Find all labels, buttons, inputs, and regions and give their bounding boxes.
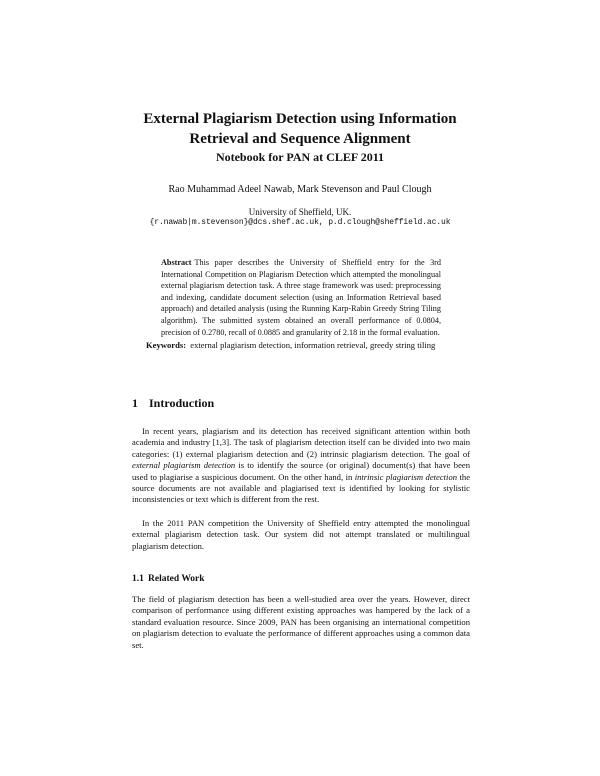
abstract-text: This paper describes the University of Sheffield entry for the 3rd International Competition on Plagiarism Detection which attempted the monolingual external plagiarism detection task. A three stage framework was used: preprocessing and indexing, candidate document selection (using an Information Retrieval based approach) and detailed analysis (using the Running Karp-Rabin Greedy String Tiling algorithm). The submitted system obtained an overall performance of 0.0804, precision of 0.2780, recall of 0.0885 and granularity of 2.18 in the formal evaluation. xyxy=(161,258,441,337)
abstract-label: Abstract xyxy=(161,258,192,267)
author-emails: {r.nawab|m.stevenson}@dcs.shef.ac.uk, p.d.clough@sheffield.ac.uk xyxy=(149,218,451,227)
intro-p1-text-b: is to identify the source (or original) document(s) that have been used to plagiarise a suspicious document. On the other hand, in xyxy=(132,460,470,482)
paper-title-line-1: External Plagiarism Detection using Information xyxy=(143,111,457,127)
intro-p1-text-a: In recent years, plagiarism and its detection has received significant attention within both academia and industry [1,3]. The task of plagiarism detection itself can be divided into two main categories: (1) external plagiarism detection and (2) intrinsic plagiarism detection. The goal of xyxy=(132,426,470,459)
keywords xyxy=(146,340,476,351)
subsection-title: Related Work xyxy=(148,574,205,584)
abstract xyxy=(161,257,441,338)
paper-authors: Rao Muhammad Adeel Nawab, Mark Stevenson and Paul Clough xyxy=(168,184,432,195)
intro-p1-emphasis-external: external plagiarism detection xyxy=(132,460,236,471)
related-work-paragraph: The field of plagiarism detection has been a well-studied area over the years. However, direct comparison of performance using different existing approaches was hampered by the lack of a standard evaluation resource. Since 2009, PAN has been organising an international competition on plagiarism detection to evaluate the performance of different approaches using a common data set. xyxy=(132,594,470,650)
intro-paragraph-2: In the 2011 PAN competition the University of Sheffield entry attempted the monolingual external plagiarism detection task. Our system did not attempt translated or multilingual plagiarism detection. xyxy=(132,518,470,551)
paper-title-line-2: Retrieval and Sequence Alignment xyxy=(189,131,411,147)
author-affiliation: University of Sheffield, UK. xyxy=(248,207,352,217)
keywords-text: external plagiarism detection, information retrieval, greedy string tiling xyxy=(190,340,436,350)
paper-subtitle: Notebook for PAN at CLEF 2011 xyxy=(215,150,385,164)
section-number: 1 xyxy=(132,396,138,410)
section-heading-introduction xyxy=(132,396,214,411)
section-title: Introduction xyxy=(149,396,215,410)
subsection-heading-related-work xyxy=(132,573,205,585)
keywords-label: Keywords: xyxy=(146,340,187,350)
intro-paragraph-1 xyxy=(132,426,470,506)
intro-p1-emphasis-intrinsic: intrinsic plagiarism detection xyxy=(354,471,458,482)
intro-p1-text-c: the source documents are not available and plagiarised text is identified by looking for stylistic inconsistencies or text which is different from the rest. xyxy=(132,471,471,505)
subsection-number: 1.1 xyxy=(132,574,144,584)
